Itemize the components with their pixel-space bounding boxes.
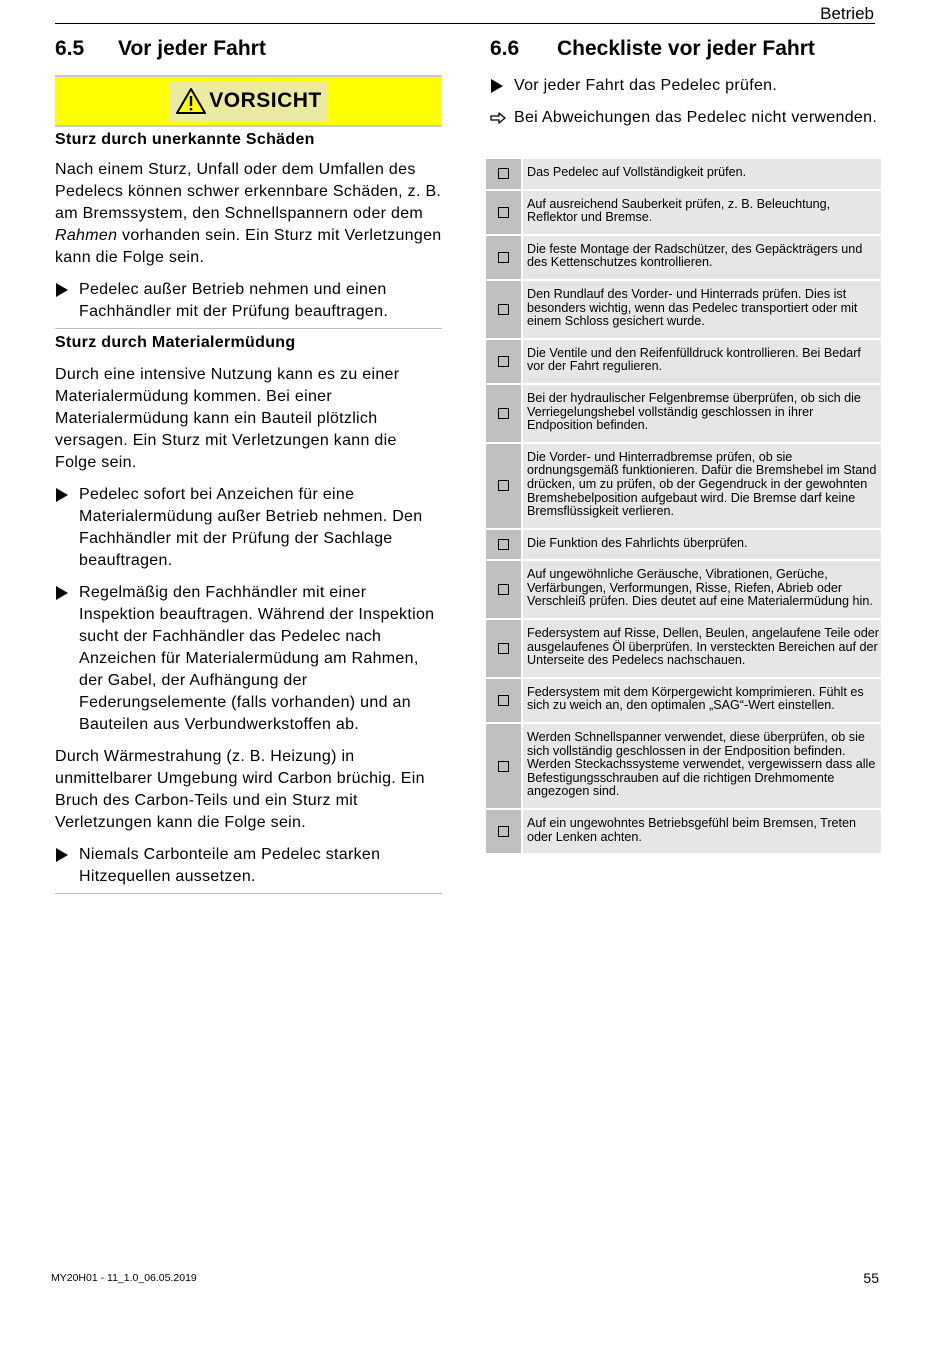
checkbox-icon[interactable]	[498, 643, 509, 654]
checkbox-icon[interactable]	[498, 826, 509, 837]
checkbox-cell	[486, 340, 521, 383]
hazard-text	[55, 159, 442, 269]
checklist-row	[486, 810, 881, 855]
checklist-item-text: Bei der hydraulischer Felgenbremse überprüfen, ob sich die Verriegelungshebel vollständig geschlossen in ihrer Endposition befinden.	[523, 385, 881, 442]
section-heading	[55, 37, 442, 61]
checkbox-icon[interactable]	[498, 252, 509, 263]
warning-banner	[55, 75, 442, 127]
checklist-row	[486, 385, 881, 444]
hazard-text: Durch Wärmestrahung (z. B. Heizung) in unmittelbarer Umgebung wird Carbon brüchig. Ein Bruch des Carbon-Teils und ein Sturz mit Verletzungen kann die Folge sein.	[55, 748, 425, 831]
checklist-row	[486, 340, 881, 385]
instruction-text: Vor jeder Fahrt das Pedelec prüfen.	[514, 77, 778, 94]
checklist-row	[486, 724, 881, 810]
page-number: 55	[863, 1270, 879, 1286]
action-text: Pedelec außer Betrieb nehmen und einen Fachhändler mit der Prüfung beauftragen.	[79, 281, 389, 320]
checkbox-icon[interactable]	[498, 356, 509, 367]
play-arrow-icon	[55, 848, 69, 862]
hazard-heading: Sturz durch unerkannte Schäden	[55, 131, 315, 148]
checklist-item-text: Die Ventile und den Reifenfülldruck kontrollieren. Bei Bedarf vor der Fahrt regulieren.	[523, 340, 881, 383]
checklist-table	[486, 159, 881, 855]
checkbox-cell	[486, 191, 521, 234]
hazard-text-part: Nach einem Sturz, Unfall oder dem Umfallen des Pedelecs können schwer erkennbare Schäden, z. B. am Bremssystem, den Schnellspannern oder dem	[55, 161, 442, 222]
document-id: MY20H01 - 11_1.0_06.05.2019	[51, 1272, 197, 1284]
checklist-item-text: Den Rundlauf des Vorder- und Hinterrads prüfen. Dies ist besonders wichtig, wenn das Pedelec transportiert oder mit einem Schloss gesichert wurde.	[523, 281, 881, 338]
checkbox-cell	[486, 444, 521, 528]
result-text: Bei Abweichungen das Pedelec nicht verwenden.	[514, 109, 878, 126]
checklist-item-text: Auf ungewöhnliche Geräusche, Vibrationen, Gerüche, Verfärbungen, Verformungen, Risse, Riefen, Abrieb oder Verschleiß prüfen. Dies deutet auf eine Materialermüdung hin.	[523, 561, 881, 618]
checklist-row	[486, 561, 881, 620]
action-item	[55, 582, 442, 736]
checklist-item-text: Federsystem auf Risse, Dellen, Beulen, angelaufene Teile oder ausgelaufenes Öl überprüfen. In versteckten Bereichen auf der Unterseite des Pedelecs nachschauen.	[523, 620, 881, 677]
section-title: Checkliste vor jeder Fahrt	[557, 37, 815, 60]
checklist-row	[486, 444, 881, 530]
checkbox-icon[interactable]	[498, 695, 509, 706]
hazard-text-part: vorhanden sein. Ein Sturz mit Verletzungen kann die Folge sein.	[55, 227, 442, 266]
play-arrow-icon	[55, 283, 69, 297]
checkbox-cell	[486, 810, 521, 853]
checkbox-cell	[486, 724, 521, 808]
checkbox-cell	[486, 561, 521, 618]
section-number: 6.6	[490, 37, 520, 60]
checkbox-cell	[486, 620, 521, 677]
hazard-heading: Sturz durch Materialermüdung	[55, 334, 296, 351]
checklist-item-text: Auf ein ungewohntes Betriebsgefühl beim Bremsen, Treten oder Lenken achten.	[523, 810, 881, 853]
warning-triangle-icon	[175, 87, 207, 115]
checkbox-icon[interactable]	[498, 539, 509, 550]
checkbox-cell	[486, 679, 521, 722]
checkbox-cell	[486, 530, 521, 560]
header-section: Betrieb	[820, 4, 874, 23]
section-title: Vor jeder Fahrt	[118, 37, 266, 60]
checklist-item-text: Die Funktion des Fahrlichts überprüfen.	[523, 530, 881, 560]
action-item	[55, 844, 442, 888]
hazard-text-italic: Rahmen	[55, 227, 118, 244]
action-text: Pedelec sofort bei Anzeichen für eine Materialermüdung außer Betrieb nehmen. Den Fachhändler mit der Prüfung der Sachlage beauftragen.	[79, 486, 423, 569]
checkbox-cell	[486, 281, 521, 338]
action-item	[55, 484, 442, 572]
header-rule	[55, 23, 875, 24]
checkbox-cell	[486, 236, 521, 279]
checklist-item-text: Das Pedelec auf Vollständigkeit prüfen.	[523, 159, 881, 189]
divider	[55, 893, 442, 894]
checkbox-icon[interactable]	[498, 207, 509, 218]
checklist-row	[486, 281, 881, 340]
checklist-row	[486, 530, 881, 562]
result-arrow-icon	[490, 112, 506, 124]
section-6-5	[55, 37, 442, 894]
checkbox-icon[interactable]	[498, 584, 509, 595]
warning-label: VORSICHT	[209, 89, 322, 112]
checklist-row	[486, 236, 881, 281]
hazard-text: Durch eine intensive Nutzung kann es zu einer Materialermüdung kommen. Bei einer Materialermüdung kann ein Bauteil plötzlich versagen. Ein Sturz mit Verletzungen kann die Folge sein.	[55, 366, 400, 471]
action-text: Regelmäßig den Fachhändler mit einer Inspektion beauftragen. Während der Inspektion sucht der Fachhändler das Pedelec nach Anzeichen für Materialermüdung am Rahmen, der Gabel, der Aufhängung der Federungselemente (falls vorhanden) und an Bauteilen aus Verbundwerkstoffen ab.	[79, 584, 435, 733]
checkbox-cell	[486, 385, 521, 442]
action-text: Niemals Carbonteile am Pedelec starken Hitzequellen aussetzen.	[79, 846, 381, 885]
checklist-item-text: Auf ausreichend Sauberkeit prüfen, z. B. Beleuchtung, Reflektor und Bremse.	[523, 191, 881, 234]
result-item	[490, 107, 881, 129]
section-number: 6.5	[55, 37, 85, 60]
checkbox-icon[interactable]	[498, 304, 509, 315]
instruction-item	[490, 75, 881, 97]
checklist-row	[486, 679, 881, 724]
play-arrow-icon	[55, 488, 69, 502]
section-6-6	[490, 37, 881, 129]
checklist-item-text: Federsystem mit dem Körpergewicht komprimieren. Fühlt es sich zu weich an, den optimalen „SAG“-Wert einstellen.	[523, 679, 881, 722]
checkbox-icon[interactable]	[498, 480, 509, 491]
checkbox-icon[interactable]	[498, 168, 509, 179]
play-arrow-icon	[55, 586, 69, 600]
checklist-item-text: Die feste Montage der Radschützer, des Gepäckträgers und des Kettenschutzes kontrollieren.	[523, 236, 881, 279]
checklist-row	[486, 191, 881, 236]
checklist-row	[486, 620, 881, 679]
action-item	[55, 279, 442, 323]
checklist-item-text: Die Vorder- und Hinterradbremse prüfen, ob sie ordnungsgemäß funktionieren. Dafür die Bremshebel im Stand drücken, um zu prüfen, ob der Gegendruck in der gewohnten Bremshebelposition aufgebaut wird. Die Bremse darf keine Bremsflüssigkeit verlieren.	[523, 444, 881, 528]
checkbox-icon[interactable]	[498, 408, 509, 419]
checkbox-cell	[486, 159, 521, 189]
checklist-item-text: Werden Schnellspanner verwendet, diese überprüfen, ob sie sich vollständig geschlossen in der Endposition befinden. Werden Steckachssysteme verwendet, vergewissern dass alle Befestigungsschrauben auf die richtigen Drehmomente angezogen sind.	[523, 724, 881, 808]
checklist-row	[486, 159, 881, 191]
play-arrow-icon	[490, 79, 504, 93]
section-heading	[490, 37, 881, 61]
checkbox-icon[interactable]	[498, 761, 509, 772]
